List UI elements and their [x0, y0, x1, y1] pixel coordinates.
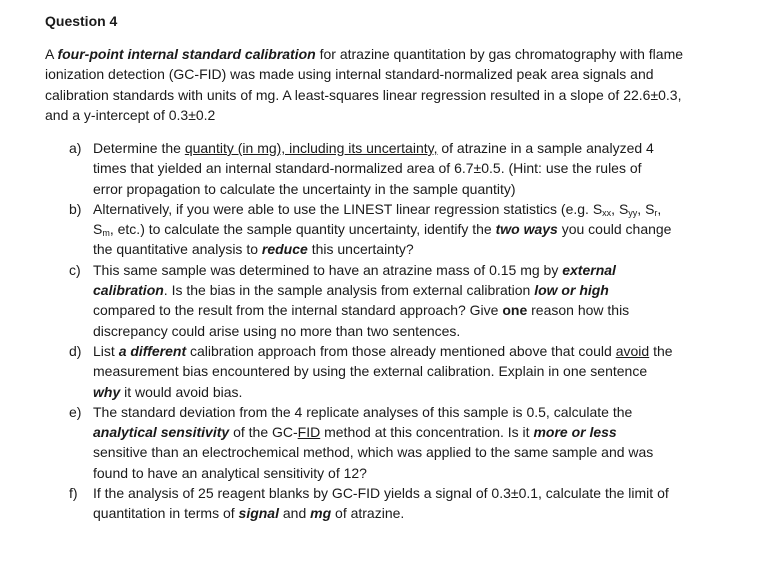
text-segment: reason how this discrepancy could arise using no more than two sentences.: [93, 302, 630, 339]
question-intro: [45, 44, 705, 125]
text-segment: compared to the result from the internal standard approach? Give: [93, 302, 503, 319]
emphasis-text: reduce: [261, 241, 308, 258]
text-segment: . Is the bias in the sample analysis from external calibration: [163, 282, 535, 299]
text-segment: of atrazine in a sample analyzed 4 times that yielded an internal standard-normalized area of 6.7±0.5. (Hint: use the rules of error propagation to calculate the uncertainty in the sample quantity): [93, 140, 654, 197]
part-text: [93, 138, 673, 199]
emphasis-text: analytical sensitivity: [93, 424, 230, 441]
text-segment: If the analysis of 25 reagent blanks by GC-FID yields a signal of 0.3±0.1, calculate the limit of quantitation in terms of: [93, 485, 669, 522]
part-marker: d): [69, 342, 82, 359]
text-segment: of the GC-: [229, 424, 298, 441]
emphasis-text: low or high: [534, 282, 609, 299]
part-marker: e): [69, 403, 82, 420]
text-segment: it would avoid bias.: [120, 383, 243, 400]
subscript: r: [654, 207, 658, 218]
text-segment: Alternatively, if you were able to use the LINEST linear regression statistics (e.g. S: [93, 200, 603, 217]
part-text: [93, 341, 673, 402]
text-segment: calibration approach from those already mentioned above that could: [186, 342, 616, 359]
subscript: m: [102, 228, 110, 239]
text-segment: sensitive than an electrochemical method, which was applied to the same sample and was found to have an analytical sensitivity of 12?: [93, 444, 654, 481]
text-segment: and: [279, 505, 311, 522]
text-segment: The standard deviation from the 4 replicate analyses of this sample is 0.5, calculate the: [93, 403, 633, 420]
text-segment: , S: [93, 200, 662, 238]
text-segment: of atrazine.: [331, 505, 405, 522]
emphasis-text: two ways: [495, 221, 558, 238]
text-segment: this uncertainty?: [307, 241, 414, 258]
intro-text: for atrazine quantitation by gas chromatography with flame ionization detection (GC-FID) was made using internal standard-normalized peak area signals and calibration standards with units of mg. A least-squares linear regression resulted in a slope of 22.6±0.3, and a y-intercept of 0.3±0.2: [45, 46, 684, 123]
bold-text: one: [502, 302, 528, 319]
text-segment: the measurement bias encountered by using the external calibration. Explain in one sentence: [93, 342, 673, 380]
question-title: Question 4: [45, 13, 118, 29]
text-segment: Determine the: [93, 140, 185, 156]
part-text: [93, 260, 673, 341]
part-text: [93, 402, 673, 483]
part-c: [0, 260, 767, 341]
part-marker: b): [69, 200, 82, 217]
part-marker: a): [69, 140, 82, 156]
intro-emphasis: four-point internal standard calibration: [57, 46, 316, 62]
emphasis-text: signal: [238, 505, 279, 522]
intro-text: A: [45, 46, 58, 62]
underlined-text: quantity (in mg), including its uncertainty,: [184, 140, 438, 156]
underlined-text: avoid: [615, 342, 650, 359]
subscript: yy: [628, 207, 638, 218]
emphasis-text: why: [93, 383, 121, 400]
text-segment: This same sample was determined to have an atrazine mass of 0.15 mg by: [93, 261, 563, 278]
part-e: [0, 402, 767, 483]
text-segment: , etc.) to calculate the sample quantity uncertainty, identify the: [109, 221, 496, 238]
emphasis-text: external calibration: [93, 261, 616, 299]
emphasis-text: a different: [118, 342, 187, 359]
text-segment: , S: [637, 200, 655, 217]
part-text: [93, 483, 673, 524]
part-b: [0, 199, 767, 260]
emphasis-text: more or less: [533, 424, 617, 441]
emphasis-text: mg: [310, 505, 332, 522]
question-parts: [0, 138, 767, 524]
part-d: [0, 341, 767, 402]
text-segment: method at this concentration. Is it: [320, 424, 534, 441]
part-marker: c): [69, 261, 81, 278]
text-segment: you could change the quantitative analysis to: [93, 221, 672, 258]
part-f: [0, 483, 767, 524]
text-segment: , S: [611, 200, 629, 217]
subscript: xx: [602, 207, 612, 218]
part-text: [93, 199, 673, 260]
text-segment: List: [93, 342, 119, 359]
part-marker: f): [69, 485, 78, 502]
underlined-text: FID: [297, 424, 321, 441]
part-a: [0, 138, 767, 199]
